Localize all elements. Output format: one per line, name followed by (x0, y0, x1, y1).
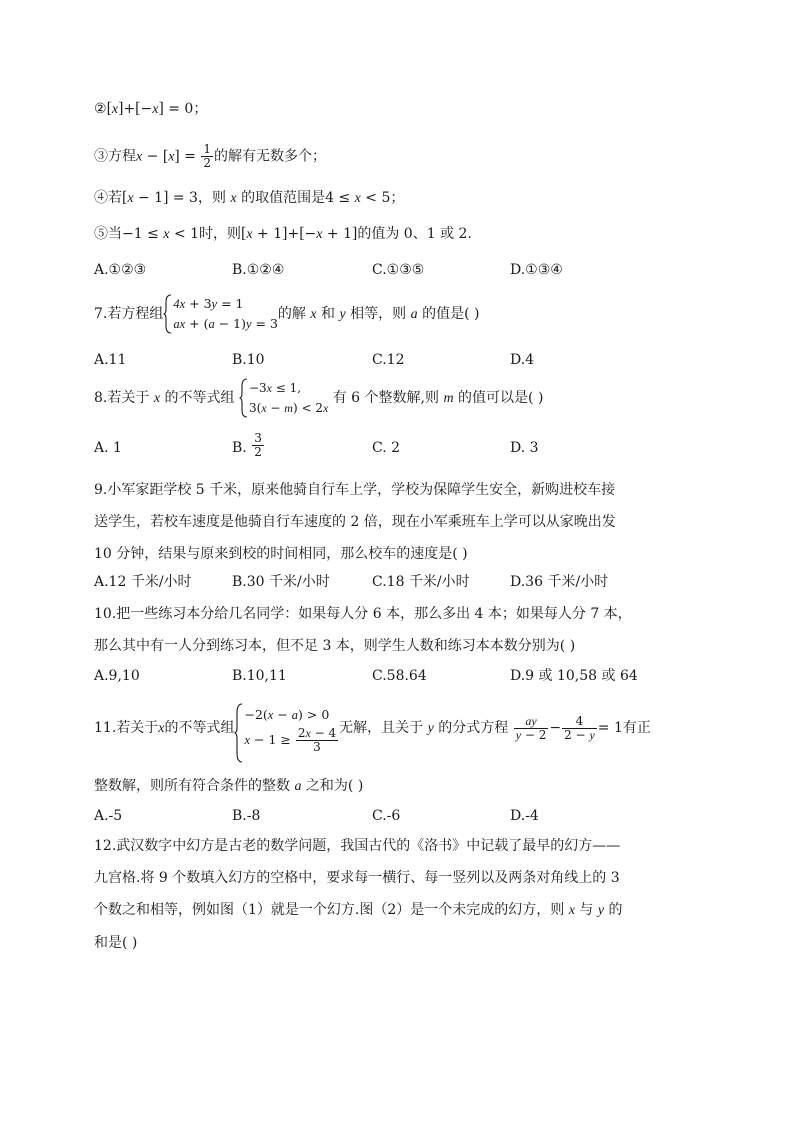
question-stem: 的值可以是( ) (458, 390, 544, 406)
q8-options (94, 431, 714, 468)
q6-options (94, 260, 714, 280)
question-line: 和是( ) (94, 935, 138, 951)
fraction-ay-over-y-2: $\frac{ay}{y - 2}$ (515, 713, 547, 742)
option-b[interactable]: B.10,11 (232, 668, 287, 684)
question-line: 那么其中有一人分到练习本，但不足 3 本，则学生人数和练习本本数分别为( ) (94, 638, 576, 654)
option-c[interactable]: C.18 千米/小时 (372, 574, 470, 590)
fraction-one-half: $\frac{1}{2}$ (203, 142, 212, 170)
brace-icon (234, 703, 243, 763)
question-line: 之和为( ) (305, 778, 364, 794)
q11-options (94, 806, 714, 826)
option-d[interactable]: D.36 千米/小时 (510, 574, 609, 590)
statement-mark: ③ (94, 148, 108, 165)
question-text: 个数之和相等，例如图（1）就是一个幻方.图（2）是一个未完成的幻方，则 (94, 902, 565, 918)
question-stem: 7.若方程组 (94, 306, 164, 322)
option-d[interactable]: D.4 (510, 352, 535, 368)
inequality-system: −3x ≤ 1, 3(x − m) < 2x (239, 378, 328, 418)
statement-4: ④若[x − 1] = 3，则 x 的取值范围是4 ≤ x < 5； (94, 189, 405, 206)
statement-text: 方程 (108, 148, 136, 165)
question-text: 的 (608, 902, 623, 918)
question-line: 12.武汉数字中幻方是古老的数学问题，我国古代的《洛书》中记载了最早的幻方—— (94, 838, 621, 854)
question-stem: 的不等式组 (164, 720, 235, 736)
question-stem: 的值是( ) (422, 306, 480, 322)
question-stem: 11.若关于 (94, 720, 159, 736)
statement-mark: ④ (94, 190, 108, 206)
option-b[interactable]: B.-8 (232, 808, 261, 824)
q9-options (94, 572, 714, 592)
question-line: 送学生，若校车速度是他骑自行车速度的 2 倍，现在小军乘班车上学可以从家晚出发 (94, 514, 616, 530)
statement-text: 时，则 (199, 226, 242, 242)
statement-text: 若 (108, 190, 122, 206)
option-c[interactable]: C.①③⑤ (372, 262, 425, 278)
statement-suffix: ； (193, 101, 208, 117)
question-stem: 无解，且关于 (339, 720, 424, 736)
question-stem: 的解 (277, 306, 306, 322)
question-line: 9.小军家距学校 5 千米，原来他骑自行车上学，学校为保障学生安全，新购进校车接 (94, 482, 616, 498)
question-9 (94, 474, 704, 570)
statement-text: 的取值范围是 (241, 190, 326, 206)
statement-5: ⑤当−1 ≤ x < 1时，则[x + 1]+[−x + 1]的值为 0、1 或 2. (94, 225, 472, 242)
question-stem: 的不等式组 (164, 390, 235, 406)
option-d[interactable]: D.9 或 10,58 或 64 (510, 668, 638, 684)
option-a[interactable]: A.-5 (94, 808, 123, 824)
option-c[interactable]: C. 2 (372, 440, 401, 456)
question-line: 整数解，则所有符合条件的整数 (94, 778, 290, 794)
question-7: 7.若方程组 4x + 3y = 1 ax + (a − 1)y = 3 的解 x 和 y 相等，则 a 的值是( ) (94, 294, 704, 335)
question-stem: 有 6 个整数解,则 (332, 390, 439, 406)
question-11: 11.若关于x的不等式组 −2(x − a) > 0 x − 1 ≥ $\frac{2x - 4}{3}$ 无解，且关于 y 的分式方程 $\frac{ay}{y - 2}$ − $\frac{4}{2 - y}$ = 1有正 (94, 697, 704, 760)
fraction-4-over-2-y: $\frac{4}{2 - y}$ (564, 713, 595, 742)
statement-text: ； (390, 190, 405, 206)
question-stem: 8.若关于 (94, 390, 150, 406)
statement-text: 的值为 0、1 或 2. (357, 226, 472, 242)
question-12 (94, 830, 704, 959)
option-d[interactable]: D. 3 (510, 440, 539, 456)
option-c[interactable]: C.58.64 (372, 668, 427, 684)
option-b[interactable]: B.10 (232, 352, 265, 368)
option-b[interactable]: B.30 千米/小时 (232, 574, 330, 590)
question-line: 10 分钟，结果与原来到校的时间相同，那么校车的速度是( ) (94, 546, 468, 562)
question-line: 10.把一些练习本分给几名同学：如果每人分 6 本，那么多出 4 本；如果每人分 7 本， (94, 606, 632, 622)
option-a[interactable]: A.11 (94, 352, 127, 368)
question-line: 九宫格.将 9 个数填入幻方的空格中，要求每一横行、每一竖列以及两条对角线上的 3 (94, 870, 620, 886)
question-11-line-2: 整数解，则所有符合条件的整数 a 之和为( ) (94, 778, 364, 794)
option-c[interactable]: C.-6 (372, 808, 401, 824)
option-d[interactable]: D.①③④ (510, 262, 563, 278)
option-a[interactable]: A.9,10 (94, 668, 140, 684)
fraction-three-halves: $\frac{3}{2}$ (254, 431, 262, 459)
brace-icon (239, 378, 248, 418)
q10-options (94, 666, 714, 686)
fraction-2x-4-over-3: $\frac{2x - 4}{3}$ (297, 725, 337, 754)
statement-3: ③方程x − [x] = $\frac{1}{2}$ 的解有无数多个； (94, 142, 327, 170)
option-label: B. (232, 440, 247, 456)
option-a[interactable]: A.12 千米/小时 (94, 574, 192, 590)
statement-mark: ② (94, 101, 107, 117)
inequality-system: −2(x − a) > 0 x − 1 ≥ $\frac{2x - 4}{3}$ (234, 703, 339, 754)
option-d[interactable]: D.-4 (510, 808, 539, 824)
question-line: 个数之和相等，例如图（1）就是一个幻方.图（2）是一个未完成的幻方，则 x 与 y 的 (94, 902, 623, 918)
question-8: 8.若关于 x 的不等式组 −3x ≤ 1, 3(x − m) < 2x 有 6 个整数解,则 m 的值可以是( ) (94, 378, 704, 419)
option-a[interactable]: A. 1 (94, 440, 122, 456)
option-a[interactable]: A.①②③ (94, 262, 147, 278)
option-b[interactable]: B.①②④ (232, 262, 285, 278)
question-stem: 的分式方程 (438, 720, 509, 736)
q7-options (94, 350, 714, 370)
statement-mark: ⑤ (94, 226, 108, 242)
question-stem: 相等，则 (350, 306, 407, 322)
statement-2: ②[x]+[−x] = 0； (94, 100, 208, 117)
brace-icon (163, 294, 172, 334)
question-10 (94, 598, 704, 662)
option-c[interactable]: C.12 (372, 352, 405, 368)
equation-system: 4x + 3y = 1 ax + (a − 1)y = 3 (163, 294, 278, 334)
statement-text: ，则 (197, 190, 226, 206)
question-stem: 和 (321, 306, 336, 322)
statement-text: 的解有无数多个； (214, 148, 327, 165)
question-text: 与 (579, 902, 594, 918)
statement-text: 当 (108, 226, 122, 242)
option-b[interactable] (232, 431, 265, 459)
question-stem: 有正 (622, 720, 651, 736)
